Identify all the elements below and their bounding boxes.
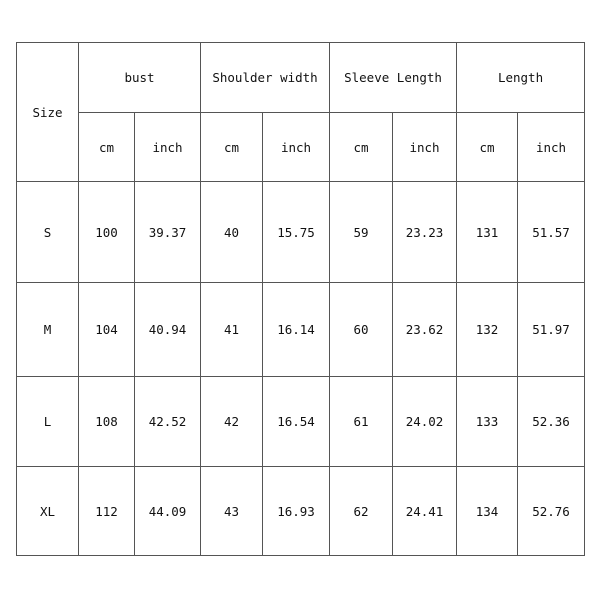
table-cell: 133 — [457, 377, 518, 467]
table-row — [17, 467, 585, 556]
table-cell: 42.52 — [135, 377, 201, 467]
table-cell: 39.37 — [135, 182, 201, 283]
table-cell: 40 — [201, 182, 263, 283]
table-cell: 51.97 — [518, 283, 585, 377]
bust-header: bust — [79, 43, 201, 113]
table-cell: 43 — [201, 467, 263, 556]
size-chart-table — [16, 42, 585, 556]
size-label: S — [17, 182, 79, 283]
size-label: L — [17, 377, 79, 467]
unit-header: cm — [79, 113, 135, 182]
table-cell: 104 — [79, 283, 135, 377]
table-cell: 40.94 — [135, 283, 201, 377]
unit-header: cm — [201, 113, 263, 182]
table-cell: 131 — [457, 182, 518, 283]
table-cell: 23.62 — [393, 283, 457, 377]
table-cell: 108 — [79, 377, 135, 467]
table-cell: 16.93 — [263, 467, 330, 556]
table-cell: 16.14 — [263, 283, 330, 377]
unit-header: inch — [135, 113, 201, 182]
table-cell: 51.57 — [518, 182, 585, 283]
size-label: M — [17, 283, 79, 377]
table-cell: 44.09 — [135, 467, 201, 556]
table-cell: 112 — [79, 467, 135, 556]
unit-header: cm — [457, 113, 518, 182]
table-cell: 134 — [457, 467, 518, 556]
shoulder-width-header: Shoulder width — [201, 43, 330, 113]
table-cell: 52.36 — [518, 377, 585, 467]
table-cell: 61 — [330, 377, 393, 467]
table-cell: 15.75 — [263, 182, 330, 283]
table-cell: 41 — [201, 283, 263, 377]
table-cell: 132 — [457, 283, 518, 377]
table-cell: 60 — [330, 283, 393, 377]
table-cell: 52.76 — [518, 467, 585, 556]
table-cell: 24.41 — [393, 467, 457, 556]
table-cell: 59 — [330, 182, 393, 283]
table-cell: 100 — [79, 182, 135, 283]
unit-header: cm — [330, 113, 393, 182]
table-cell: 16.54 — [263, 377, 330, 467]
table-cell: 23.23 — [393, 182, 457, 283]
table-row — [17, 182, 585, 283]
unit-header: inch — [518, 113, 585, 182]
length-header: Length — [457, 43, 585, 113]
sleeve-length-header: Sleeve Length — [330, 43, 457, 113]
table-cell: 42 — [201, 377, 263, 467]
unit-header-row — [17, 113, 585, 182]
group-header-row — [17, 43, 585, 113]
table-row — [17, 377, 585, 467]
size-header: Size — [17, 43, 79, 182]
size-label: XL — [17, 467, 79, 556]
table-row — [17, 283, 585, 377]
table-cell: 62 — [330, 467, 393, 556]
table-cell: 24.02 — [393, 377, 457, 467]
unit-header: inch — [393, 113, 457, 182]
unit-header: inch — [263, 113, 330, 182]
